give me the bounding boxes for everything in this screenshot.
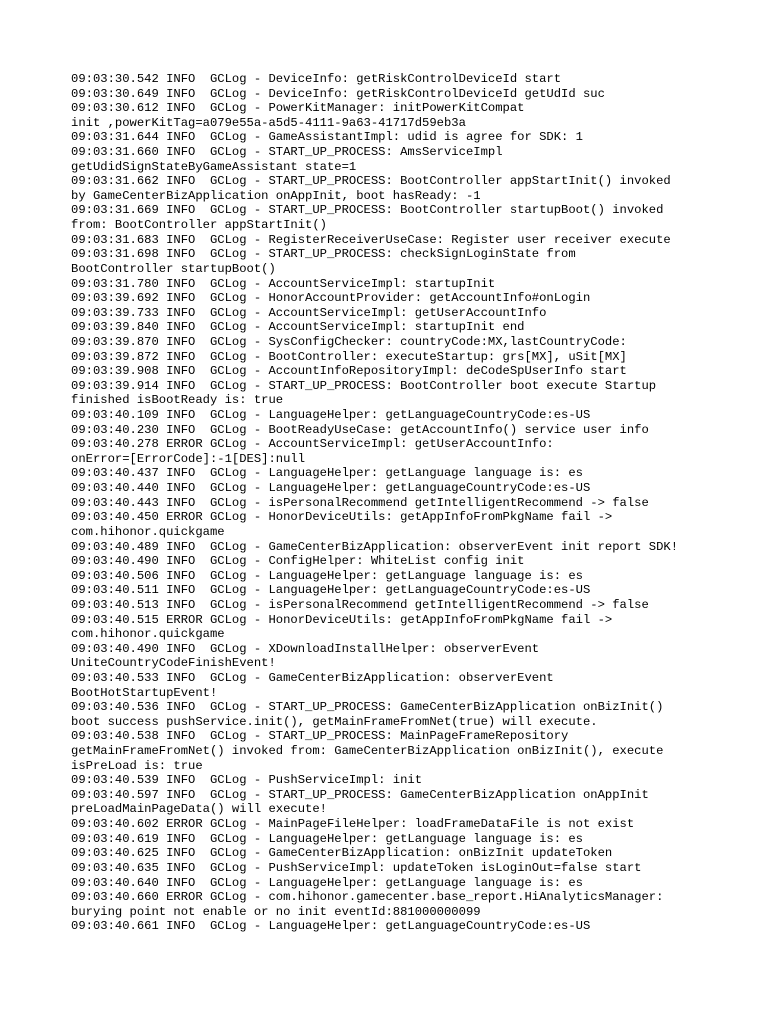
- log-line: 09:03:40.538 INFO GCLog - START_UP_PROCESS: MainPageFrameRepository: [71, 729, 569, 744]
- log-line: 09:03:40.619 INFO GCLog - LanguageHelper: getLanguage language is: es: [71, 831, 583, 846]
- log-document: [71, 72, 711, 934]
- log-line: getUdidSignStateByGameAssistant state=1: [71, 159, 357, 174]
- log-line: 09:03:39.733 INFO GCLog - AccountServiceImpl: getUserAccountInfo: [71, 305, 547, 320]
- log-line: com.hihonor.quickgame: [71, 627, 225, 642]
- log-line: finished isBootReady is: true: [71, 393, 284, 408]
- log-line: init ,powerKitTag=a079e55a-a5d5-4111-9a63-41717d59eb3a: [71, 115, 466, 130]
- log-line: 09:03:30.649 INFO GCLog - DeviceInfo: getRiskControlDeviceId getUdId suc: [71, 86, 605, 101]
- log-line: 09:03:30.542 INFO GCLog - DeviceInfo: getRiskControlDeviceId start: [71, 72, 562, 86]
- log-line: 09:03:31.662 INFO GCLog - START_UP_PROCESS: BootController appStartInit() invoked: [71, 174, 671, 189]
- log-line: 09:03:40.450 ERROR GCLog - HonorDeviceUtils: getAppInfoFromPkgName fail ->: [71, 510, 613, 525]
- log-line: BootHotStartupEvent!: [71, 685, 218, 700]
- log-line: 09:03:39.840 INFO GCLog - AccountServiceImpl: startupInit end: [71, 320, 525, 335]
- log-line: 09:03:40.440 INFO GCLog - LanguageHelper: getLanguageCountryCode:es-US: [71, 481, 591, 496]
- log-line: by GameCenterBizApplication onAppInit, boot hasReady: -1: [71, 188, 481, 203]
- log-line: 09:03:40.597 INFO GCLog - START_UP_PROCESS: GameCenterBizApplication onAppInit: [71, 787, 649, 802]
- log-line: 09:03:40.489 INFO GCLog - GameCenterBizApplication: observerEvent init report SDK!: [71, 539, 679, 554]
- log-line: BootController startupBoot(): [71, 261, 276, 276]
- log-line: onError=[ErrorCode]:-1[DES]:null: [71, 451, 306, 466]
- log-line: 09:03:40.602 ERROR GCLog - MainPageFileHelper: loadFrameDataFile is not exist: [71, 817, 635, 832]
- log-line: 09:03:40.533 INFO GCLog - GameCenterBizApplication: observerEvent: [71, 670, 554, 685]
- log-line: preLoadMainPageData() will execute!: [71, 802, 327, 817]
- log-line: 09:03:40.230 INFO GCLog - BootReadyUseCase: getAccountInfo() service user info: [71, 422, 649, 437]
- log-line: 09:03:40.437 INFO GCLog - LanguageHelper: getLanguage language is: es: [71, 466, 583, 481]
- log-line: boot success pushService.init(), getMainFrameFromNet(true) will execute.: [71, 714, 598, 729]
- log-line: isPreLoad is: true: [71, 758, 203, 773]
- log-line: 09:03:31.780 INFO GCLog - AccountServiceImpl: startupInit: [71, 276, 496, 291]
- log-line: 09:03:31.683 INFO GCLog - RegisterReceiverUseCase: Register user receiver execute: [71, 232, 671, 247]
- log-line: 09:03:31.669 INFO GCLog - START_UP_PROCESS: BootController startupBoot() invoked: [71, 203, 664, 218]
- log-line: 09:03:39.870 INFO GCLog - SysConfigChecker: countryCode:MX,lastCountryCode:: [71, 334, 627, 349]
- log-line: 09:03:40.640 INFO GCLog - LanguageHelper: getLanguage language is: es: [71, 875, 583, 890]
- log-line: burying point not enable or no init eventId:881000000099: [71, 904, 481, 919]
- log-line: 09:03:40.660 ERROR GCLog - com.hihonor.gamecenter.base_report.HiAnalyticsManager:: [71, 890, 664, 905]
- log-line: 09:03:40.625 INFO GCLog - GameCenterBizApplication: onBizInit updateToken: [71, 846, 613, 861]
- log-line: 09:03:40.511 INFO GCLog - LanguageHelper: getLanguageCountryCode:es-US: [71, 583, 591, 598]
- log-line: 09:03:31.660 INFO GCLog - START_UP_PROCESS: AmsServiceImpl: [71, 145, 503, 160]
- log-line: 09:03:30.612 INFO GCLog - PowerKitManager: initPowerKitCompat: [71, 101, 525, 116]
- log-line: from: BootController appStartInit(): [71, 218, 327, 233]
- log-line: UniteCountryCodeFinishEvent!: [71, 656, 276, 671]
- log-line: 09:03:40.109 INFO GCLog - LanguageHelper: getLanguageCountryCode:es-US: [71, 408, 591, 423]
- log-line: 09:03:40.490 INFO GCLog - ConfigHelper: WhiteList config init: [71, 554, 525, 569]
- log-line: getMainFrameFromNet() invoked from: GameCenterBizApplication onBizInit(), execute: [71, 744, 664, 759]
- log-line: 09:03:31.644 INFO GCLog - GameAssistantImpl: udid is agree for SDK: 1: [71, 130, 583, 145]
- log-line: 09:03:40.278 ERROR GCLog - AccountServiceImpl: getUserAccountInfo:: [71, 437, 554, 452]
- log-line: 09:03:40.539 INFO GCLog - PushServiceImpl: init: [71, 773, 423, 788]
- log-line: 09:03:31.698 INFO GCLog - START_UP_PROCESS: checkSignLoginState from: [71, 247, 576, 262]
- log-line: 09:03:40.490 INFO GCLog - XDownloadInstallHelper: observerEvent: [71, 641, 540, 656]
- log-line: 09:03:40.443 INFO GCLog - isPersonalRecommend getIntelligentRecommend -> false: [71, 495, 649, 510]
- log-line: 09:03:40.515 ERROR GCLog - HonorDeviceUtils: getAppInfoFromPkgName fail ->: [71, 612, 613, 627]
- log-line: 09:03:40.506 INFO GCLog - LanguageHelper: getLanguage language is: es: [71, 568, 583, 583]
- log-line: 09:03:39.872 INFO GCLog - BootController: executeStartup: grs[MX], uSit[MX]: [71, 349, 627, 364]
- log-line: 09:03:40.635 INFO GCLog - PushServiceImpl: updateToken isLoginOut=false start: [71, 860, 642, 875]
- log-line: 09:03:39.908 INFO GCLog - AccountInfoRepositoryImpl: deCodeSpUserInfo start: [71, 364, 627, 379]
- log-line: 09:03:39.692 INFO GCLog - HonorAccountProvider: getAccountInfo#onLogin: [71, 291, 591, 306]
- log-line: 09:03:40.536 INFO GCLog - START_UP_PROCESS: GameCenterBizApplication onBizInit(): [71, 700, 664, 715]
- log-line: 09:03:39.914 INFO GCLog - START_UP_PROCESS: BootController boot execute Startup: [71, 378, 657, 393]
- log-line: 09:03:40.661 INFO GCLog - LanguageHelper: getLanguageCountryCode:es-US: [71, 919, 591, 934]
- log-line: com.hihonor.quickgame: [71, 524, 225, 539]
- log-line: 09:03:40.513 INFO GCLog - isPersonalRecommend getIntelligentRecommend -> false: [71, 597, 649, 612]
